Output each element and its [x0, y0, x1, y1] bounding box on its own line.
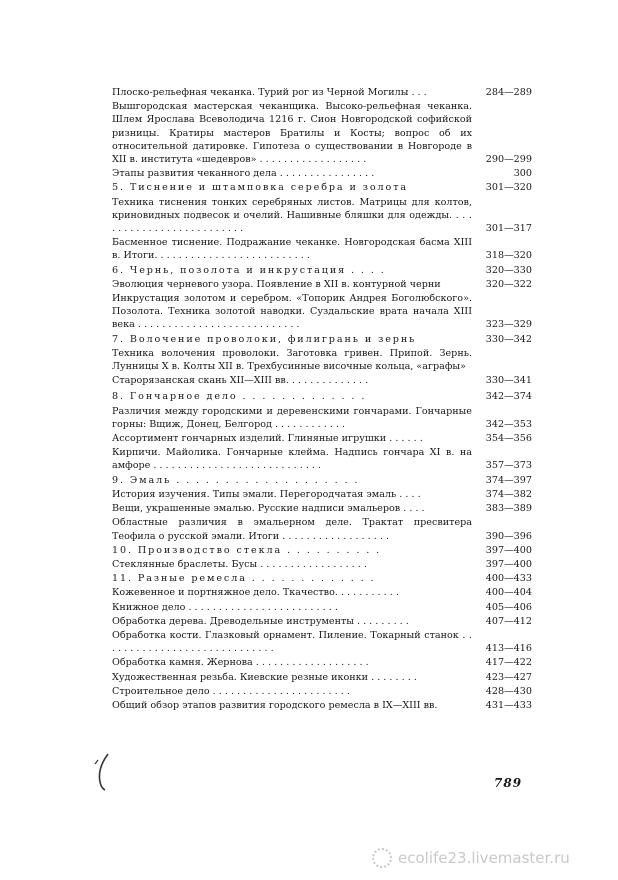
toc-entry: [112, 100, 532, 166]
toc-entry-text: Этапы развития чеканного дела . . . . . . . . . . . . . . . .: [112, 168, 375, 180]
toc-entry-pages: 431—433: [485, 699, 532, 711]
toc-entry-pages: 400—433: [485, 573, 532, 585]
toc-entry-text: Обработка камня. Жернова . . . . . . . . . . . . . . . . . . .: [112, 657, 369, 669]
toc-entry: [112, 405, 532, 431]
toc-entry: [112, 629, 532, 655]
toc-entry: [112, 432, 532, 445]
toc-entry-pages: 290—299: [485, 154, 532, 166]
toc-entry-pages: 400—404: [485, 587, 532, 599]
toc-entry-pages: 397—400: [485, 544, 532, 556]
toc-entry-pages: 320—330: [485, 264, 532, 276]
toc-entry-text: Книжное дело . . . . . . . . . . . . . . . . . . . . . . . . .: [112, 601, 338, 613]
toc-entry-pages: 374—382: [485, 488, 532, 500]
toc-section-heading: [112, 390, 532, 403]
toc-entry: [112, 236, 532, 262]
toc-entry: [112, 558, 532, 571]
toc-entry-pages: 397—400: [485, 558, 532, 570]
toc-entry: [112, 167, 532, 180]
toc-entry-text: Обработка дерева. Древодельные инструменты . . . . . . . . .: [112, 615, 409, 627]
toc-entry-pages: 413—416: [485, 643, 532, 655]
toc-entry-pages: 354—356: [485, 433, 532, 445]
toc-entry-text: Обработка кости. Глазковый орнамент. Пиление. Токарный станок . . . . . . . . . . . . . . . . . . . . . . . . . . . . .: [112, 629, 472, 655]
toc-entry-text: Техника тиснения тонких серебряных листов. Матрицы для колтов, криновидных подвесок и очелий. Нашивные бляшки для одежды. . . . . . . . . . . . . . . . . . . . . . . . . .: [112, 196, 472, 235]
toc-entry-text: Старорязанская скань XII—XIII вв. . . . . . . . . . . . . .: [112, 375, 369, 387]
toc-entry: [112, 86, 532, 99]
watermark: [372, 848, 570, 868]
toc-entry: [112, 196, 532, 236]
toc-entry-text: Стеклянные браслеты. Бусы . . . . . . . . . . . . . . . . . .: [112, 558, 367, 570]
toc-entry-pages: 301—317: [485, 223, 532, 235]
toc-entry-pages: 301—320: [485, 182, 532, 194]
toc-entry-text: Областные различия в эмальерном деле. Трактат пресвитера Теофила о русской эмали. Итоги . . . . . . . . . . . . . . . . . .: [112, 517, 472, 542]
toc-entry-text: Плоско-рельефная чеканка. Турий рог из Черной Могилы . . .: [112, 87, 427, 98]
toc-entry-pages: 405—406: [485, 601, 532, 613]
toc-entry-text: Кирпичи. Майолика. Гончарные клейма. Надпись гончара XI в. на амфоре . . . . . . . . . . . . . . . . . . . . . . . . . . . .: [112, 447, 472, 472]
toc-entry-pages: 357—373: [485, 460, 532, 472]
toc-entry-pages: 323—329: [485, 319, 532, 331]
toc-entry-text: Ассортимент гончарных изделий. Глиняные игрушки . . . . . .: [112, 433, 423, 445]
toc-entry-pages: 374—397: [485, 474, 532, 486]
toc-entry-text: 11. Разные ремесла . . . . . . . . . . . . .: [112, 573, 376, 585]
toc-entry-text: Строительное дело . . . . . . . . . . . . . . . . . . . . . . .: [112, 685, 350, 697]
toc-entry: [112, 278, 532, 291]
toc-entry: [112, 488, 532, 501]
toc-entry-text: 5. Тиснение и штамповка серебра и золота: [112, 182, 409, 194]
toc-entry: [112, 516, 532, 542]
toc-entry-pages: 342—353: [485, 418, 532, 430]
toc-entry-text: 10. Производство стекла . . . . . . . . . .: [112, 544, 382, 556]
toc-entry: [112, 601, 532, 614]
toc-entry-text: 8. Гончарное дело . . . . . . . . . . . . .: [112, 391, 367, 403]
toc-entry-text: Эволюция черневого узора. Появление в XII в. контурной черни: [112, 278, 441, 290]
toc-entry-text: 6. Чернь, позолота и инкрустация . . . .: [112, 264, 386, 276]
toc-entry-pages: 320—322: [485, 278, 532, 290]
toc-entry: [112, 699, 532, 712]
toc-entry-text: 9. Эмаль . . . . . . . . . . . . . . . . . . .: [112, 474, 360, 486]
toc-entry-text: Общий обзор этапов развития городского ремесла в IX—XIII вв.: [112, 699, 438, 711]
toc-entry-text: Вещи, украшенные эмалью. Русские надписи эмальеров . . . .: [112, 503, 425, 515]
toc-entry-pages: 428—430: [485, 685, 532, 697]
toc-section-heading: [112, 474, 532, 487]
toc-entry-text: Техника волочения проволоки. Заготовка гривен. Припой. Зернь. Лунницы X в. Колты XII в. Трехбусинные височные кольца, «аграфы»: [112, 347, 472, 373]
toc-entry-text: Различия между городскими и деревенскими гончарами. Гончарные горны: Вщиж, Донец, Белгород . . . . . . . . . . . .: [112, 405, 472, 430]
toc-entry: [112, 671, 532, 684]
toc-entry-pages: 318—320: [485, 250, 532, 262]
toc-entry: [112, 292, 532, 332]
toc-entry-pages: 407—412: [485, 615, 532, 627]
toc-entry-pages: 330—342: [485, 333, 532, 345]
toc-entry: [112, 656, 532, 669]
table-of-contents: [112, 86, 532, 713]
toc-entry-pages: 383—389: [485, 503, 532, 515]
toc-entry-text: Инкрустация золотом и серебром. «Топорик Андрея Боголюбского». Позолота. Техника золотой наводки. Суздальские врата начала XIII века . . . . . . . . . . . . . . . . . . . . . . . . . . .: [112, 293, 472, 331]
toc-entry-pages: 330—341: [485, 375, 532, 387]
watermark-text: ecolife23.livemaster.ru: [398, 849, 570, 867]
toc-entry-text: История изучения. Типы эмали. Перегородчатая эмаль . . . .: [112, 488, 421, 500]
toc-section-heading: [112, 544, 532, 557]
toc-entry: [112, 586, 532, 599]
toc-entry: [112, 685, 532, 698]
toc-entry-pages: 342—374: [485, 391, 532, 403]
toc-entry-pages: 284—289: [485, 87, 532, 98]
toc-entry: [112, 502, 532, 515]
toc-entry-text: Басменное тиснение. Подражание чеканке. Новгородская басма XIII в. Итоги. . . . . . . . . . . . . . . . . . . . . . . . . .: [112, 237, 472, 262]
toc-section-heading: [112, 572, 532, 585]
toc-section-heading: [112, 181, 532, 194]
page-number: 789: [494, 776, 523, 790]
toc-entry-text: Кожевенное и портняжное дело. Ткачество. . . . . . . . . . .: [112, 587, 399, 599]
toc-entry-text: Вышгородская мастерская чеканщика. Высоко-рельефная чеканка. Шлем Ярослава Всеволодича 1216 г. Сион Новгородской софийской ризницы. Кратиры мастеров Братилы и Косты; вопрос об их относительной датировке. Гипотеза о существовании в Новгороде в XII в. института «шедевров» . . . . . . . . . . . . . . . . . .: [112, 101, 472, 166]
toc-entry-pages: 300: [513, 168, 532, 180]
toc-entry: [112, 374, 532, 387]
pencil-mark-icon: [92, 752, 114, 792]
toc-entry-text: 7. Волочение проволоки, филигрань и зернь: [112, 333, 417, 345]
toc-section-heading: [112, 264, 532, 277]
toc-entry: [112, 347, 532, 373]
toc-section-heading: [112, 333, 532, 346]
toc-entry-pages: 417—422: [485, 657, 532, 669]
toc-entry-text: Художественная резьба. Киевские резные иконки . . . . . . . .: [112, 671, 417, 683]
toc-entry-pages: 390—396: [485, 530, 532, 542]
toc-entry-pages: 423—427: [485, 671, 532, 683]
flower-icon: [372, 848, 392, 868]
toc-entry: [112, 446, 532, 472]
toc-entry: [112, 615, 532, 628]
